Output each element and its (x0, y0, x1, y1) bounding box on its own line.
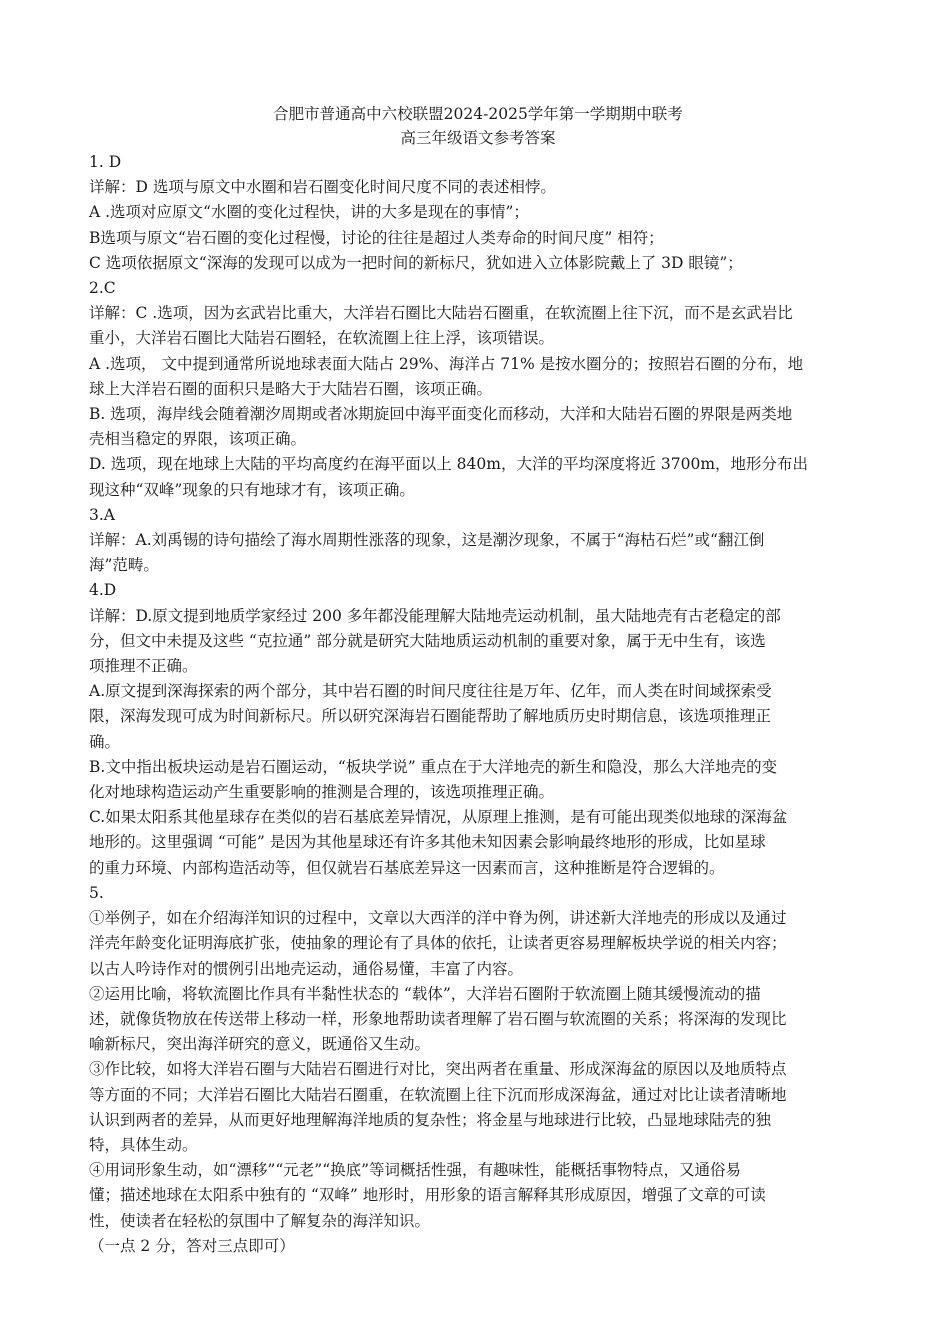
text-line: 1. D (89, 153, 122, 171)
text-line: B.文中指出板块运动是岩石圈运动，“板块学说” 重点在于大洋地壳的新生和隐没，那么大洋地壳的变 (89, 757, 778, 776)
text-line: A .选项， 文中提到通常所说地球表面大陆占 29%、海洋占 71% 是按水圈分的；按照岩石圈的分布，地 (89, 354, 804, 373)
text-line: 确。 (89, 732, 121, 751)
text-line: 的重力环境、内部构造活动等，但仅就岩石基底差异这一因素而言，这种推断是符合逻辑的。 (89, 858, 725, 877)
text-line: 现这种“双峰”现象的只有地球才有，该项正确。 (89, 480, 415, 499)
text-line: 喻新标尺，突出海洋研究的意义，既通俗又生动。 (89, 1035, 431, 1054)
text-line: 特，具体生动。 (89, 1135, 198, 1154)
text-line: 重小，大洋岩石圈比大陆岩石圈轻，在软流圈上往上浮，该项错误。 (89, 329, 555, 348)
text-line: 球上大洋岩石圈的面积只是略大于大陆岩石圈，该项正确。 (89, 379, 493, 398)
text-line: C.如果太阳系其他星球存在类似的岩石基底差异情况，从原理上推测，是有可能出现类似地球的深海盆 (89, 808, 788, 827)
text-line: 洋壳年龄变化证明海底扩张，使抽象的理论有了具体的依托，让读者更容易理解板块学说的相关内容； (89, 934, 787, 953)
text-line: 分，但文中未提及这些 “克拉通” 部分就是研究大陆地质运动机制的重要对象，属于无中生有，该选 (89, 631, 766, 650)
text-line: ②运用比喻，将软流圈比作具有半黏性状态的 “载体”，大洋岩石圈附于软流圈上随其缓慢流动的描 (89, 984, 761, 1003)
text-line: B. 选项，海岸线会随着潮汐周期或者冰期旋回中海平面变化而移动，大洋和大陆岩石圈的界限是两类地 (89, 405, 793, 424)
text-line: 等方面的不同；大洋岩石圈比大陆岩石圈重，在软流圈上往下沉而形成深海盆，通过对比让读者清晰地 (89, 1085, 787, 1104)
text-line: （一点 2 分，答对三点即可） (89, 1236, 295, 1255)
text-line: 认识到两者的差异，从而更好地理解海洋地质的复杂性；将金星与地球进行比较，凸显地球陆壳的独 (89, 1110, 772, 1129)
text-line: 懂；描述地球在太阳系中独有的 “双峰” 地形时，用形象的语言解释其形成原因，增强了文章的可读 (89, 1186, 766, 1205)
text-line: A .选项对应原文“水圈的变化过程快，讲的大多是现在的事情”； (89, 203, 529, 222)
document-title: 合肥市普通高中六校联盟2024-2025学年第一学期期中联考 (273, 105, 683, 123)
text-line: 详解：D.原文提到地质学家经过 200 多年都没能理解大陆地壳运动机制，虽大陆地壳有古老稳定的部 (89, 606, 781, 625)
text-line: 性，使读者在轻松的氛围中了解复杂的海洋知识。 (89, 1211, 431, 1230)
text-line: 3.A (89, 505, 115, 524)
text-line: 详解：D 选项与原文中水圈和岩石圈变化时间尺度不同的表述相悖。 (89, 178, 556, 197)
text-line: 地形的。这里强调 “可能” 是因为其他星球还有许多其他未知因素会影响最终地形的形成，比如星球 (89, 833, 766, 852)
text-line: D. 选项，现在地球上大陆的平均高度约在海平面以上 840m，大洋的平均深度将近 3700m，地形分布出 (89, 455, 809, 474)
text-line: ④用词形象生动，如“漂移”“元老”“换底”等词概括性强，有趣味性，能概括事物特点，又通俗易 (89, 1161, 742, 1180)
text-line: 项推理不正确。 (89, 657, 198, 676)
text-line: 限，深海发现可成为时间新标尺。所以研究深海岩石圈能帮助了解地质历史时期信息，该选项推理正 (89, 707, 772, 726)
text-line: ③作比较，如将大洋岩石圈与大陆岩石圈进行对比，突出两者在重量、形成深海盆的原因以及地质特点 (89, 1060, 787, 1079)
text-line: 以古人吟诗作对的惯例引出地壳运动，通俗易懂，丰富了内容。 (89, 959, 524, 978)
text-line: C 选项依据原文“深海的发现可以成为一把时间的新标尺，犹如进入立体影院戴上了 3D 眼镜”； (89, 253, 743, 272)
text-line: 4.D (89, 581, 117, 600)
document-subtitle: 高三年级语文参考答案 (400, 129, 556, 147)
text-line: A.原文提到深海探索的两个部分，其中岩石圈的时间尺度往往是万年、亿年，而人类在时间域探索受 (89, 682, 772, 701)
answer-body (89, 150, 861, 1259)
text-line: 壳相当稳定的界限，该项正确。 (89, 430, 307, 449)
text-line: 详解：A.刘禹锡的诗句描绘了海水周期性涨落的现象，这是潮汐现象，不属于“海枯石烂”或“翻江倒 (89, 531, 765, 550)
text-line: 5. (89, 883, 104, 902)
text-line: 化对地球构造运动产生重要影响的推测是合理的，该选项推理正确。 (89, 783, 555, 802)
answer-document (89, 102, 861, 1259)
text-line: B选项与原文“岩石圈的变化过程慢，讨论的往往是超过人类寿命的时间尺度” 相符； (89, 228, 664, 247)
text-line: 详解：C .选项，因为玄武岩比重大，大洋岩石圈比大陆岩石圈重，在软流圈上往下沉，而不是玄武岩比 (89, 304, 793, 323)
text-line: 2.C (89, 279, 116, 298)
text-line: 述，就像货物放在传送带上移动一样，形象地帮助读者理解了岩石圈与软流圈的关系；将深海的发现比 (89, 1009, 787, 1028)
text-line: ①举例子，如在介绍海洋知识的过程中，文章以大西洋的洋中脊为例，讲述新大洋地壳的形成以及通过 (89, 909, 787, 928)
text-line: 海”范畴。 (89, 556, 159, 575)
